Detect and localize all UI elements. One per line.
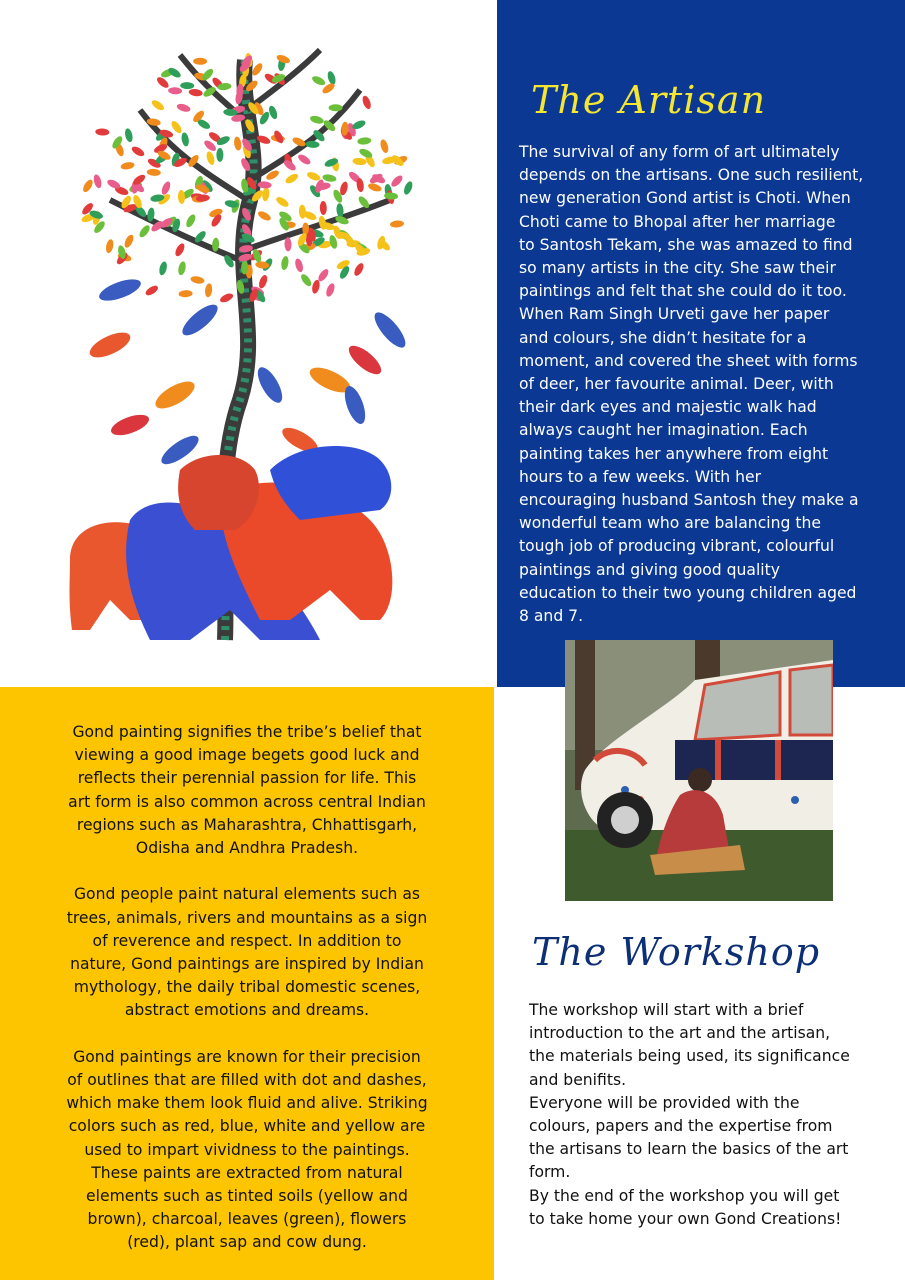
leaf bbox=[325, 282, 337, 298]
leaf bbox=[120, 161, 135, 170]
artisan-heading: The Artisan bbox=[531, 78, 767, 122]
leaf bbox=[306, 170, 322, 182]
leaf bbox=[320, 201, 327, 215]
leaf bbox=[144, 284, 160, 297]
leaf bbox=[233, 136, 242, 151]
leaf bbox=[367, 182, 382, 193]
leaf bbox=[92, 174, 102, 189]
leaf bbox=[193, 58, 207, 65]
leaf bbox=[352, 262, 365, 278]
leaf bbox=[311, 74, 327, 86]
leaf bbox=[81, 178, 94, 194]
leaf bbox=[177, 261, 187, 276]
leaf bbox=[184, 213, 197, 229]
leaf bbox=[155, 75, 170, 89]
leaf bbox=[219, 292, 235, 304]
leaf bbox=[361, 95, 373, 111]
leaf bbox=[326, 70, 337, 85]
leaf bbox=[309, 115, 324, 126]
leaf bbox=[188, 88, 203, 97]
leaf bbox=[105, 239, 115, 254]
leaf bbox=[180, 82, 194, 89]
leaf bbox=[190, 275, 205, 285]
leaf bbox=[178, 190, 186, 204]
leaf bbox=[357, 137, 372, 145]
gond-info-paragraphs: Gond painting signifies the tribe’s belief that viewing a good image begets good luck and reflects their perennial passion for life. This art form is also common across central Indian regions such as Maharashtra, Chhattisgarh, Odisha and Andhra Pradesh. Gond people paint natural elements such as trees, animals, rivers and mountains as a sign of reverence and respect. In addition to nature, Gond paintings are inspired by Indian mythology, the daily tribal domestic scenes, abstract emotions and dreams. Gond paintings are known for their precision of outlines that are filled with dot and dashes, which make them look fluid and alive. Striking colors such as red, blue, white and yellow are used to impart vividness to the paintings. These paints are extracted from natural elements such as tinted soils (yellow and brown), charcoal, leaves (green), flowers (red), plant sap and cow dung. bbox=[66, 723, 428, 1252]
leaf bbox=[124, 128, 134, 143]
leaf bbox=[257, 209, 273, 222]
gond-tree-painting bbox=[0, 0, 497, 687]
leaf bbox=[294, 258, 305, 273]
leaf bbox=[390, 220, 405, 228]
leaf bbox=[257, 274, 268, 290]
leaf bbox=[160, 180, 172, 196]
workshop-paragraph: The workshop will start with a brief introduction to the art and the artisan, the materials being used, its significance and benifits. Everyone will be provided with the colours, papers and the expertise from the artisans to learn the basics of the art form. By the end of the workshop you will get to take home your own Gond Creations! bbox=[529, 1001, 850, 1228]
artist-painting-car-photo bbox=[565, 640, 833, 901]
leaf bbox=[95, 128, 109, 136]
leaf bbox=[275, 195, 291, 209]
leaf bbox=[284, 237, 291, 251]
leaf bbox=[147, 168, 161, 176]
leaf bbox=[138, 224, 152, 239]
leaf bbox=[204, 283, 213, 298]
leaf bbox=[261, 187, 270, 202]
leaf bbox=[297, 153, 313, 167]
leaf bbox=[176, 102, 191, 113]
leaf bbox=[322, 173, 337, 182]
leaf bbox=[267, 105, 278, 121]
artisan-paragraph: The survival of any form of art ultimately depends on the artisans. One such resilient, new generation Gond artist is Choti. When Choti came to Bhopal after her marriage to Santosh Tekam, she was amazed to find so many artists in the city. She saw their paintings and felt that she could do it too. When Ram Singh Urveti gave her paper and colours, she didn’t hesitate for a moment, and covered the sheet with forms of deer, her favourite animal. Deer, with their dark eyes and majestic walk had always caught her imagination. Each painting takes her anywhere from eight hours to a few weeks. With her encouraging husband Santosh they make a wonderful team who are balancing the tough job of producing vibrant, colourful paintings and giving good quality education to their two young children aged 8 and 7. bbox=[519, 143, 864, 626]
leaf bbox=[216, 148, 223, 162]
leaf bbox=[284, 172, 300, 185]
leaf bbox=[389, 174, 404, 189]
leaf bbox=[205, 150, 216, 165]
workshop-heading: The Workshop bbox=[532, 930, 821, 974]
leaf bbox=[168, 87, 182, 95]
leaf bbox=[379, 139, 390, 154]
leaf bbox=[352, 157, 367, 165]
leaf bbox=[299, 273, 313, 288]
leaf bbox=[123, 233, 135, 249]
leaf bbox=[402, 180, 414, 196]
leaf bbox=[329, 104, 343, 111]
leaf bbox=[130, 145, 146, 158]
leaf bbox=[174, 242, 187, 258]
leaf bbox=[178, 290, 192, 298]
leaf bbox=[158, 261, 168, 276]
leaf bbox=[311, 279, 321, 294]
leaf bbox=[150, 98, 165, 112]
leaf bbox=[181, 132, 190, 147]
leaf bbox=[280, 256, 289, 271]
